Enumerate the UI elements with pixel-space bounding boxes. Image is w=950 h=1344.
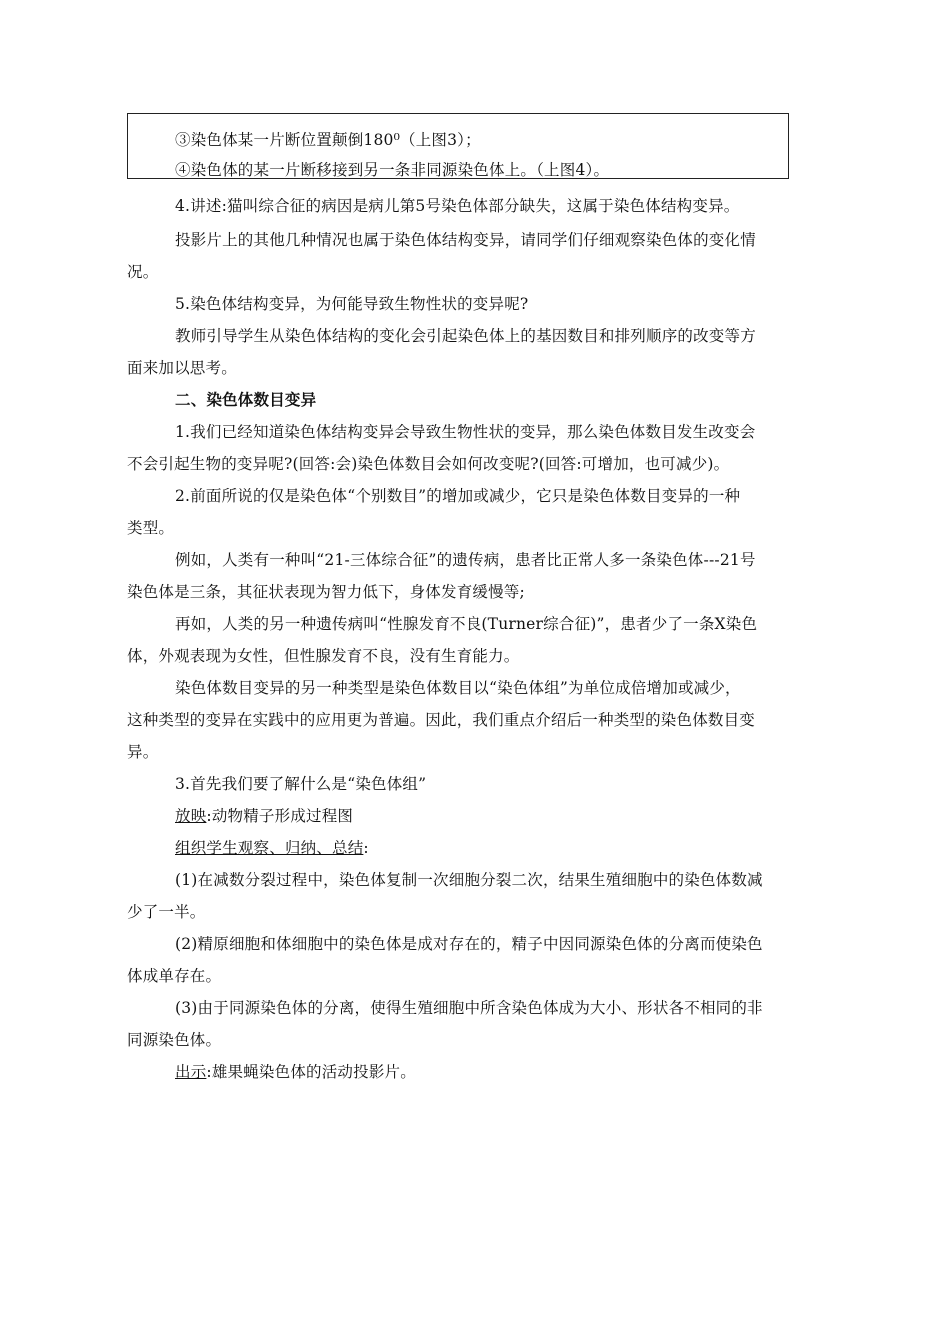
show-text: :动物精子形成过程图 — [206, 807, 354, 825]
paragraph-6: 5.染色体结构变异，为何能导致生物性状的变异呢? — [175, 295, 529, 313]
paragraph-11-line-1: 再如，人类的另一种遗传病叫“性腺发育不良(Turner综合征)”，患者少了一条X染色 — [175, 615, 758, 633]
show-label: 放映 — [175, 807, 207, 825]
paragraph-9-line-1: 2.前面所说的仅是染色体“个别数目”的增加或减少，它只是染色体数目变异的一种 — [175, 487, 741, 505]
box-line-1: ③染色体某一片断位置颠倒180⁰（上图3）； — [175, 131, 481, 149]
paragraph-9-line-2: 类型。 — [127, 519, 175, 537]
paragraph-19 — [175, 1062, 416, 1082]
organize-text: : — [363, 839, 369, 857]
box-line-2: ④染色体的某一片断移接到另一条非同源染色体上。（上图4）。 — [175, 161, 610, 179]
paragraph-18-line-2: 同源染色体。 — [127, 1031, 222, 1049]
paragraph-15 — [175, 838, 369, 858]
paragraph-5-line-2: 况。 — [127, 263, 159, 281]
paragraph-13: 3.首先我们要了解什么是“染色体组” — [175, 775, 427, 793]
paragraph-14 — [175, 806, 353, 826]
paragraph-16-line-2: 少了一半。 — [127, 903, 206, 921]
paragraph-4: 4.讲述:猫叫综合征的病因是病儿第5号染色体部分缺失，这属于染色体结构变异。 — [175, 197, 740, 215]
paragraph-17-line-2: 体成单存在。 — [127, 967, 222, 985]
paragraph-8-line-1: 1.我们已经知道染色体结构变异会导致生物性状的变异，那么染色体数目发生改变会 — [175, 423, 756, 441]
paragraph-11-line-2: 体，外观表现为女性，但性腺发育不良，没有生育能力。 — [127, 647, 520, 665]
section-heading: 二、染色体数目变异 — [175, 391, 317, 409]
paragraph-10-line-2: 染色体是三条，其征状表现为智力低下，身体发育缓慢等; — [127, 583, 525, 601]
paragraph-10-line-1: 例如，人类有一种叫“21-三体综合征”的遗传病，患者比正常人多一条染色体---21号 — [175, 551, 756, 569]
paragraph-16-line-1: (1)在减数分裂过程中，染色体复制一次细胞分裂二次，结果生殖细胞中的染色体数减 — [175, 871, 763, 889]
paragraph-12-line-3: 异。 — [127, 743, 159, 761]
paragraph-7-line-2: 面来加以思考。 — [127, 359, 237, 377]
paragraph-5-line-1: 投影片上的其他几种情况也属于染色体结构变异，请同学们仔细观察染色体的变化情 — [175, 231, 756, 249]
paragraph-18-line-1: (3)由于同源染色体的分离，使得生殖细胞中所含染色体成为大小、形状各不相同的非 — [175, 999, 763, 1017]
organize-label: 组织学生观察、归纳、总结 — [175, 839, 364, 857]
paragraph-17-line-1: (2)精原细胞和体细胞中的染色体是成对存在的，精子中因同源染色体的分离而使染色 — [175, 935, 763, 953]
display-label: 出示 — [175, 1063, 207, 1081]
display-text: :雄果蝇染色体的活动投影片。 — [206, 1063, 416, 1081]
paragraph-12-line-2: 这种类型的变异在实践中的应用更为普遍。因此，我们重点介绍后一种类型的染色体数目变 — [127, 711, 756, 729]
paragraph-8-line-2: 不会引起生物的变异呢?(回答:会)染色体数目会如何改变呢?(回答:可增加，也可减少)。 — [127, 455, 730, 473]
paragraph-12-line-1: 染色体数目变异的另一种类型是染色体数目以“染色体组”为单位成倍增加或减少， — [175, 679, 741, 697]
paragraph-7-line-1: 教师引导学生从染色体结构的变化会引起染色体上的基因数目和排列顺序的改变等方 — [175, 327, 756, 345]
